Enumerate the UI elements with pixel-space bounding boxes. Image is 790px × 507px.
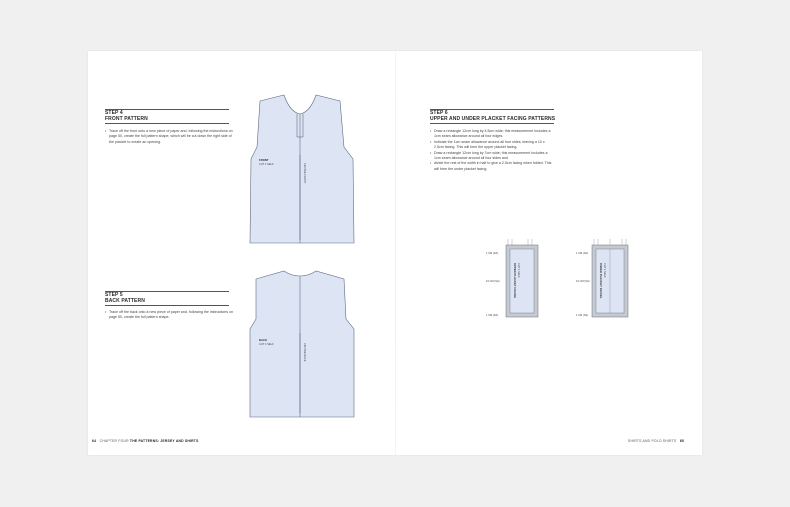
step4-bullets: [105, 129, 235, 145]
under-facing-drawing: [572, 237, 642, 321]
step6-bullet-3: • Draw a rectangle 12cm long by 7cm wide; this measurement includes a 1cm seam allowance around all four sides and: [430, 151, 554, 162]
right-footer-section: SHIRTS AND POLO SHIRTS: [628, 439, 677, 443]
under-dim-top: 1 CM (SA): [576, 252, 589, 255]
left-footer: [92, 439, 199, 443]
upper-dim-mid: 10 CM (SA): [486, 280, 500, 283]
step4-rule-top: [105, 109, 229, 110]
under-dim-mid: 10 CM (SA): [576, 280, 590, 283]
front-grain-label: CENTRE FRONT: [303, 163, 306, 184]
step5-number: STEP 5: [105, 292, 123, 298]
step4-title: FRONT PATTERN: [105, 116, 148, 122]
back-pattern-drawing: [248, 271, 363, 421]
front-label: FRONT: [259, 158, 269, 162]
upper-facing-cut: CUT 1 SELF: [517, 263, 520, 278]
front-pattern-drawing: [248, 95, 363, 245]
under-facing-cut: CUT 1 SELF: [603, 263, 606, 278]
back-grain-label: CENTRE BACK: [303, 343, 306, 362]
upper-dim-bottom: 1 CM (SA): [486, 314, 499, 317]
left-footer-chapter: CHAPTER FOUR: [99, 439, 129, 443]
under-facing-label: UNDER PLACKET FACING: [599, 263, 603, 299]
step6-rule-top: [430, 109, 554, 110]
under-dim-bottom: 1 CM (SA): [576, 314, 589, 317]
right-page-number: 65: [679, 439, 684, 443]
step6-bullets: [430, 129, 554, 172]
step5-rule-top: [105, 291, 229, 292]
back-cut-label: CUT 1 SELF: [259, 343, 274, 346]
step5-bullets: [105, 310, 235, 321]
left-footer-section: THE PATTERNS: JERSEY AND SHIRTS: [129, 439, 199, 443]
back-label: BACK: [259, 338, 268, 342]
step4-bullet-1: • Trace off the front onto a new piece of paper and, following the instructions on page 50, create the full pattern shape, which will be cut down the right side of the placket to create an opening.: [105, 129, 235, 145]
step6-title: UPPER AND UNDER PLACKET FACING PATTERNS: [430, 116, 556, 122]
step5-bullet-1: • Trace off the back onto a new piece of paper and, following the instructions on page 50, create the full pattern shape.: [105, 310, 235, 321]
step4-heading: [105, 110, 148, 122]
step4-number: STEP 4: [105, 110, 123, 116]
step4-rule-bottom: [105, 123, 229, 124]
book-spread: [88, 51, 702, 455]
upper-facing-label: UPPER PLACKET FACING: [513, 263, 517, 298]
step6-rule-bottom: [430, 123, 554, 124]
step6-bullet-1: • Draw a rectangle 12cm long by 4.5cm wide; this measurement includes a 1cm seam allowance around all four edges.: [430, 129, 554, 140]
step5-heading: [105, 292, 145, 304]
step6-bullet-2: • Indicate the 1cm seam allowance around all four sides, leaving a 10 x 2.5cm facing. This will form the upper placket facing.: [430, 140, 554, 151]
step6-bullet-4: • divide the rest of the width in half to give a 2.5cm facing when folded. This will form the under placket facing.: [430, 161, 554, 172]
right-footer: [628, 439, 684, 443]
left-page-number: 64: [92, 439, 97, 443]
step5-rule-bottom: [105, 305, 229, 306]
front-cut-label: CUT 1 SELF: [259, 163, 274, 166]
front-pattern-shape: [250, 95, 354, 243]
step6-number: STEP 6: [430, 110, 448, 116]
step5-title: BACK PATTERN: [105, 298, 145, 304]
upper-facing-drawing: [486, 237, 546, 321]
upper-dim-top: 1 CM (SA): [486, 252, 499, 255]
step6-heading: [430, 110, 555, 122]
page-gutter: [395, 51, 396, 455]
